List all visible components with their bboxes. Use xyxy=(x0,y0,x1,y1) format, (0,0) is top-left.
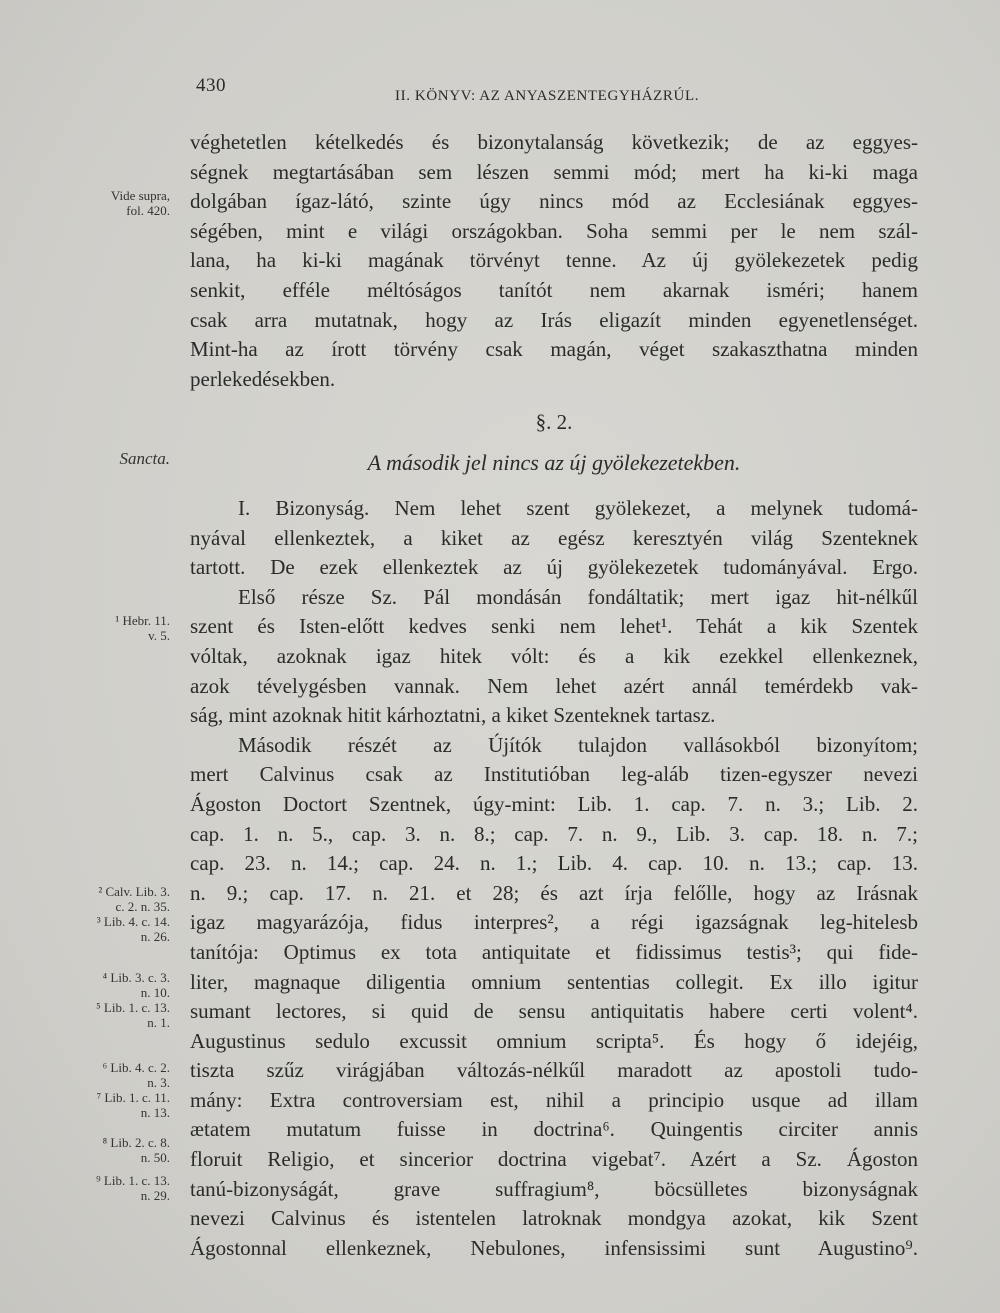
footnote-5: ⁵ Lib. 1. c. 13. n. 1. xyxy=(96,1000,170,1030)
text-line: cap. 23. n. 14.; cap. 24. n. 1.; Lib. 4. cap. 10. n. 13.; cap. 13. xyxy=(190,851,918,876)
footnote-2: ² Calv. Lib. 3. c. 2. n. 35. xyxy=(98,884,170,914)
text-line: Ágoston Doctort Szentnek, úgy-mint: Lib. 1. cap. 7. n. 3.; Lib. 2. xyxy=(190,791,918,816)
footnote-4: ⁴ Lib. 3. c. 3. n. 10. xyxy=(102,970,170,1000)
paragraph-main xyxy=(190,494,918,1263)
running-title: II. KÖNYV: AZ ANYASZENTEGYHÁZRÚL. xyxy=(395,88,700,104)
margin-note-sancta: Sancta. xyxy=(119,449,170,468)
text-line: n. 9.; cap. 17. n. 21. et 28; és azt írja felőlle, hogy az Irásnak xyxy=(190,880,918,905)
text-line: ság, mint azoknak hitit kárhoztatni, a kiket Szenteknek tartasz. xyxy=(190,703,716,728)
text-line: tartott. De ezek ellenkeztek az új gyölekezetek tudományával. Ergo. xyxy=(190,555,918,580)
text-line: igaz magyarázója, fidus interpres², a régi igazságnak leg-hitelesb xyxy=(190,910,918,935)
footnote-9: ⁹ Lib. 1. c. 13. n. 29. xyxy=(96,1173,170,1203)
text-line: liter, magnaque diligentia omnium sententias collegit. Ex illo igitur xyxy=(190,969,918,994)
footnote-1: ¹ Hebr. 11. v. 5. xyxy=(115,613,170,643)
text-line: senkit, efféle méltóságos tanítót nem akarnak isméri; hanem xyxy=(190,277,918,302)
footnote-6: ⁶ Lib. 4. c. 2. n. 3. xyxy=(102,1060,170,1090)
text-line: tanítója: Optimus ex tota antiquitate et fidissimus testis³; qui fide- xyxy=(190,939,918,964)
text-line: dolgában ígaz-látó, szinte úgy nincs mód az Ecclesiának eggyes- xyxy=(190,189,918,214)
text-line: ætatem mutatum fuisse in doctrina⁶. Quingentis circiter annis xyxy=(190,1117,918,1142)
text-line: véghetetlen kételkedés és bizonytalanság következik; de az eggyes- xyxy=(190,130,918,154)
paragraph-top xyxy=(190,128,918,394)
text-line: cap. 1. n. 5., cap. 3. n. 8.; cap. 7. n. 9., Lib. 3. cap. 18. n. 7.; xyxy=(190,821,918,846)
text-line: tiszta szűz virágjában változás-nélkűl maradott az apostoli tudo- xyxy=(190,1058,918,1083)
text-line: Augustinus sedulo excussit omnium scripta⁵. És hogy ő idejéig, xyxy=(190,1028,918,1053)
text-line: mány: Extra controversiam est, nihil a principio usque ad illam xyxy=(190,1087,918,1112)
text-line: nyával ellenkeztek, a kiket az egész keresztyén világ Szenteknek xyxy=(190,525,918,550)
text-line: perlekedésekben. xyxy=(190,366,336,391)
text-line: lana, ha ki-ki magának törvényt tenne. Az új gyölekezetek pedig xyxy=(190,248,918,273)
text-line: azok tévelygésben vannak. Nem lehet azért annál temérdekb vak- xyxy=(190,673,918,698)
text-line: vóltak, azoknak igaz hitek vólt: és a kik ezekkel ellenkeznek, xyxy=(190,643,918,668)
text-line: Mint-ha az írott törvény csak magán, véget szakaszthatna minden xyxy=(190,337,918,362)
text-line: ségében, mint e világi országokban. Soha semmi per le nem szál- xyxy=(190,218,918,243)
footnote-7: ⁷ Lib. 1. c. 11. n. 13. xyxy=(96,1090,170,1120)
section-heading: A második jel nincs az új gyölekezetekben. xyxy=(367,450,741,475)
text-line: ségnek megtartásában sem lészen semmi mód; mert ha ki-ki maga xyxy=(190,159,918,184)
text-line: nevezi Calvinus és istentelen latroknak mondgya azokat, kik Szent xyxy=(190,1206,918,1231)
text-line: szent és Isten-előtt kedves senki nem lehet¹. Tehát a kik Szentek xyxy=(190,614,918,639)
margin-note-vide: Vide supra, fol. 420. xyxy=(110,188,170,218)
text-line: Második részét az Újítók tulajdon vallásokból bizonyítom; xyxy=(238,732,918,757)
text-line: Első része Sz. Pál mondásán fondáltatik; mert igaz hit-nélkűl xyxy=(238,584,918,609)
text-line: floruit Religio, et sincerior doctrina vigebat⁷. Azért a Sz. Ágoston xyxy=(190,1147,918,1172)
section-mark: §. 2. xyxy=(535,410,573,434)
page-number: 430 xyxy=(196,75,226,96)
text-line: I. Bizonyság. Nem lehet szent gyölekezet, a melynek tudomá- xyxy=(238,496,918,520)
footnote-3: ³ Lib. 4. c. 14. n. 26. xyxy=(96,914,170,944)
text-line: mert Calvinus csak az Institutióban leg-aláb tizen-egyszer nevezi xyxy=(190,762,918,787)
text-line: sumant lectores, si quid de sensu antiquitatis habere certi volent⁴. xyxy=(190,999,918,1024)
text-line: csak arra mutatnak, hogy az Irás eligazít minden egyenetlenséget. xyxy=(190,307,918,332)
text-line: Ágostonnal ellenkeznek, Nebulones, infensissimi sunt Augustino⁹. xyxy=(190,1235,918,1260)
text-line: tanú-bizonyságát, grave suffragium⁸, böcsülletes bizonyságnak xyxy=(190,1176,918,1201)
footnote-8: ⁸ Lib. 2. c. 8. n. 50. xyxy=(102,1135,170,1165)
